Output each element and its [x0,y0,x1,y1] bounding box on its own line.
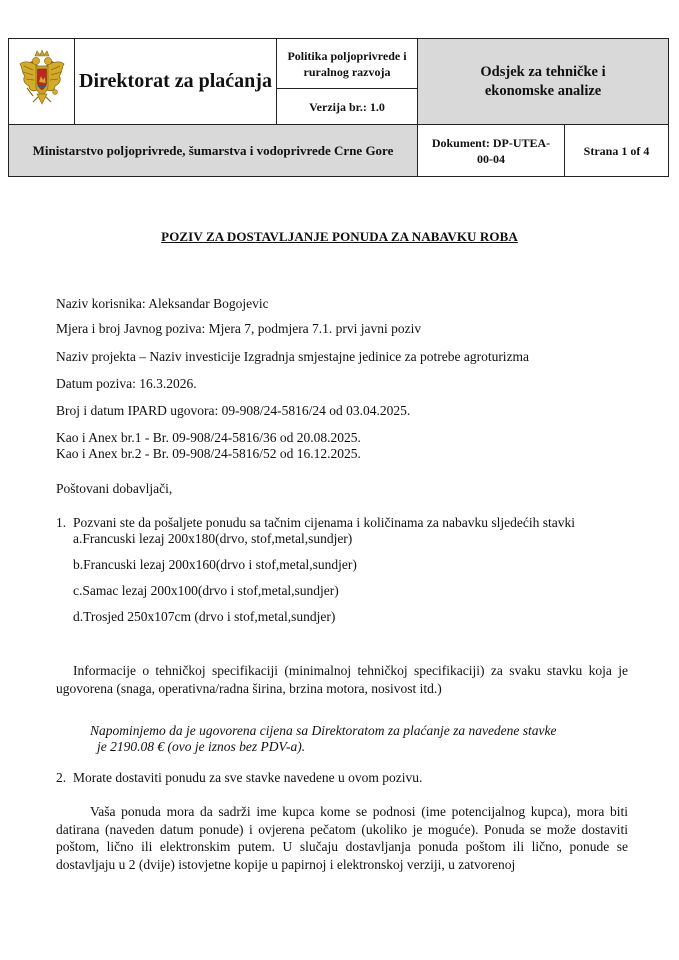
department-title-cell [418,39,669,125]
coat-of-arms-cell [9,39,75,125]
version-label: Verzija br.: 1.0 [277,89,418,125]
policy-title: Politika poljoprivrede i ruralnog razvoja [277,39,418,89]
annex-2: Kao i Anex br.2 - Br. 09-908/24-5816/52 od 16.12.2025. [56,446,361,461]
item-2-text: Morate dostaviti ponudu za sve stavke navedene u ovom pozivu. [73,770,423,785]
coat-of-arms-icon [19,50,65,114]
org-title: Direktorat za plaćanja [75,39,277,125]
ministry-name: Ministarstvo poljoprivrede, šumarstva i vodoprivrede Crne Gore [9,125,418,177]
goods-item-c: c.Samac lezaj 200x100(drvo i stof,metal,sundjer) [73,583,339,598]
project-name: Naziv projekta – Naziv investicije Izgradnja smjestajne jedinice za potrebe agroturizma [56,349,530,364]
invitation-date: Datum poziva: 16.3.2026. [56,376,197,391]
document-header [8,38,669,177]
document-title: POZIV ZA DOSTAVLJANJE PONUDA ZA NABAVKU ROBA [161,229,518,244]
item-1-text: Pozvani ste da pošaljete ponudu sa tačnim cijenama i količinama za nabavku sljedećih stavki [73,515,575,530]
beneficiary-name: Naziv korisnika: Aleksandar Bogojevic [56,296,269,311]
item-2-number: 2. [56,770,67,785]
document-code: Dokument: DP-UTEA-00-04 [418,125,565,177]
annex-1: Kao i Anex br.1 - Br. 09-908/24-5816/36 od 20.08.2025. [56,430,361,445]
measure-info: Mjera i broj Javnog poziva: Mjera 7, podmjera 7.1. prvi javni poziv [56,321,422,336]
offer-requirements-paragraph: Vaša ponuda mora da sadrži ime kupca kome se podnosi (ime potencijalnog kupca), mora biti datirana (naveden datum ponude) i ovjerena pečatom (ukoliko je moguće). Ponuda se može dostaviti poštom, lično ili elektronskim putem. U slučaju dostavljanja ponuda poštom ili lično, ponude se dostavljaju u 2 (dvije) istovjetne kopije u papirnoj i elektronskoj verziji, u zatvorenoj [56,804,628,872]
goods-item-d: d.Trosjed 250x107cm (drvo i stof,metal,sundjer) [73,609,336,624]
department-title: Odsjek za tehničke i ekonomske analize [480,63,606,99]
greeting: Poštovani dobavljači, [56,481,173,496]
item-1-number: 1. [56,515,67,530]
technical-spec-info: Informacije o tehničkoj specifikaciji (minimalnoj tehničkoj specifikaciji) za svaku stavku koja je ugovorena (snaga, operativna/radna širina, brzina motora, nosivost itd.) [56,663,628,696]
page-number: Strana 1 of 4 [565,125,669,177]
goods-item-b: b.Francuski lezaj 200x160(drvo i stof,metal,sundjer) [73,557,357,572]
ipard-contract: Broj i datum IPARD ugovora: 09-908/24-5816/24 od 03.04.2025. [56,403,411,418]
goods-item-a: a.Francuski lezaj 200x180(drvo, stof,metal,sundjer) [73,531,353,546]
contract-price-note-line-1: Napominjemo da je ugovorena cijena sa Direktoratom za plaćanje za navedene stavke [90,723,557,738]
contract-price-note-line-2: je 2190.08 € (ovo je iznos bez PDV-a). [97,739,306,754]
